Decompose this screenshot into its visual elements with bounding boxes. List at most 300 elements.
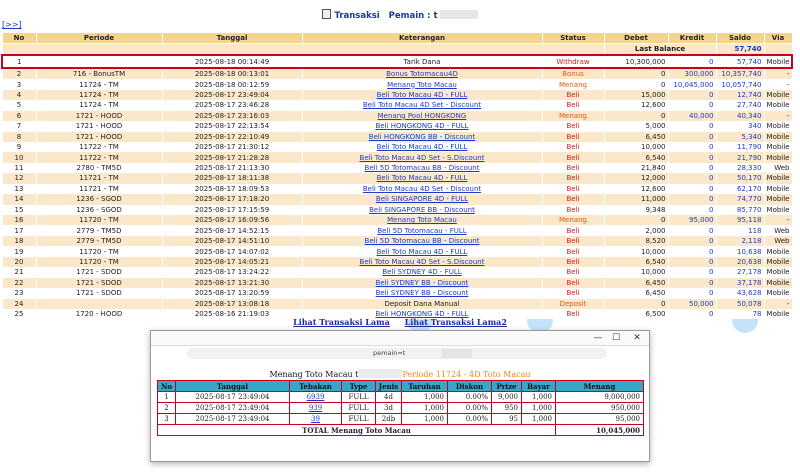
row-periode bbox=[36, 299, 162, 309]
row-saldo: 27,178 bbox=[716, 267, 764, 277]
row-keterangan[interactable]: Beli Toto Macau 4D - FULL bbox=[302, 142, 542, 152]
row-periode: 1721 - HOOD bbox=[36, 111, 162, 121]
row-saldo: 10,057,740 bbox=[716, 79, 764, 89]
table-row bbox=[2, 267, 792, 277]
detail-tanggal: 2025-08-17 23:49:04 bbox=[176, 403, 290, 414]
row-tanggal: 2025-08-17 14:52:15 bbox=[162, 225, 302, 235]
row-saldo: 11,790 bbox=[716, 142, 764, 152]
row-no: 7 bbox=[2, 121, 36, 131]
row-debet: 12,600 bbox=[604, 100, 668, 110]
row-kredit: 0 bbox=[668, 163, 716, 173]
column-header: Status bbox=[542, 33, 604, 44]
popup-titlebar bbox=[151, 331, 649, 346]
row-no: 20 bbox=[2, 257, 36, 267]
row-saldo: 340 bbox=[716, 121, 764, 131]
detail-type: FULL bbox=[342, 403, 376, 414]
row-via: Mobile bbox=[764, 309, 792, 319]
row-periode: 11724 - TM bbox=[36, 100, 162, 110]
row-no: 10 bbox=[2, 152, 36, 162]
table-row bbox=[2, 236, 792, 246]
column-header: Tanggal bbox=[162, 33, 302, 44]
row-debet: 12,600 bbox=[604, 184, 668, 194]
close-icon[interactable]: ✕ bbox=[633, 333, 641, 343]
status-badge: Menang bbox=[542, 79, 604, 89]
detail-tebakan[interactable]: 39 bbox=[290, 414, 342, 425]
detail-column-header: Prize bbox=[492, 381, 522, 392]
row-debet: 2,000 bbox=[604, 225, 668, 235]
row-periode: 1236 - SGOD bbox=[36, 205, 162, 215]
row-no: 23 bbox=[2, 288, 36, 298]
detail-menang: 9,000,000 bbox=[556, 392, 644, 403]
row-debet: 5,000 bbox=[604, 121, 668, 131]
row-keterangan[interactable]: Beli Toto Macau 4D Set - Discount bbox=[302, 184, 542, 194]
row-debet: 0 bbox=[604, 111, 668, 121]
row-via: Mobile bbox=[764, 205, 792, 215]
detail-no: 3 bbox=[158, 414, 176, 425]
nav-toggle-link[interactable]: [>>] bbox=[2, 20, 22, 29]
row-via: Mobile bbox=[764, 90, 792, 100]
row-saldo: 78 bbox=[716, 309, 764, 319]
row-no: 15 bbox=[2, 205, 36, 215]
row-keterangan[interactable]: Beli SYDNEY BB - Discount bbox=[302, 278, 542, 288]
table-row bbox=[2, 163, 792, 173]
detail-column-header: Tanggal bbox=[176, 381, 290, 392]
row-via: Mobile bbox=[764, 173, 792, 183]
detail-column-header: Jenis bbox=[376, 381, 402, 392]
row-kredit: 0 bbox=[668, 236, 716, 246]
detail-no: 2 bbox=[158, 403, 176, 414]
row-saldo: 2,118 bbox=[716, 236, 764, 246]
row-keterangan[interactable]: Menang Pool HONGKONG bbox=[302, 111, 542, 121]
row-kredit: 0 bbox=[668, 152, 716, 162]
top-bar bbox=[0, 0, 800, 32]
status-badge: Deposit bbox=[542, 299, 604, 309]
detail-total-row bbox=[158, 425, 644, 436]
row-debet: 0 bbox=[604, 68, 668, 79]
winning-detail-table bbox=[157, 380, 644, 436]
row-tanggal: 2025-08-18 00:14:49 bbox=[162, 55, 302, 67]
row-no: 24 bbox=[2, 299, 36, 309]
row-keterangan[interactable]: Beli Toto Macau 4D Set - Discount bbox=[302, 100, 542, 110]
row-periode: 11720 - TM bbox=[36, 246, 162, 256]
row-saldo: 5,340 bbox=[716, 132, 764, 142]
status-badge: Beli bbox=[542, 132, 604, 142]
detail-taruhan: 1,000 bbox=[402, 414, 448, 425]
row-via: Mobile bbox=[764, 152, 792, 162]
row-no: 8 bbox=[2, 132, 36, 142]
row-via: - bbox=[764, 299, 792, 309]
detail-tebakan[interactable]: 939 bbox=[290, 403, 342, 414]
minimize-icon[interactable]: — bbox=[593, 333, 603, 343]
row-via: Mobile bbox=[764, 194, 792, 204]
row-via: Mobile bbox=[764, 121, 792, 131]
row-saldo: 12,740 bbox=[716, 90, 764, 100]
status-badge: Beli bbox=[542, 257, 604, 267]
row-saldo: 20,638 bbox=[716, 257, 764, 267]
row-tanggal: 2025-08-17 14:05:21 bbox=[162, 257, 302, 267]
status-badge: Withdraw bbox=[542, 55, 604, 67]
detail-column-header: Tebakan bbox=[290, 381, 342, 392]
detail-row bbox=[158, 392, 644, 403]
row-debet: 9,348 bbox=[604, 205, 668, 215]
row-tanggal: 2025-08-17 18:11:38 bbox=[162, 173, 302, 183]
table-row bbox=[2, 68, 792, 79]
row-periode: 11722 - TM bbox=[36, 142, 162, 152]
detail-column-header: No bbox=[158, 381, 176, 392]
row-debet: 6,450 bbox=[604, 278, 668, 288]
detail-tebakan[interactable]: 6939 bbox=[290, 392, 342, 403]
detail-bayar: 1,000 bbox=[522, 414, 556, 425]
row-tanggal: 2025-08-17 13:08:18 bbox=[162, 299, 302, 309]
column-header: Keterangan bbox=[302, 33, 542, 44]
row-keterangan[interactable]: Beli 5D Totomacau - FULL bbox=[302, 225, 542, 235]
row-no: 18 bbox=[2, 236, 36, 246]
table-row bbox=[2, 299, 792, 309]
detail-diskon: 0.00% bbox=[448, 414, 492, 425]
row-debet: 10,000 bbox=[604, 142, 668, 152]
row-no: 19 bbox=[2, 246, 36, 256]
row-via: Mobile bbox=[764, 132, 792, 142]
row-tanggal: 2025-08-16 21:19:03 bbox=[162, 309, 302, 319]
table-row bbox=[2, 205, 792, 215]
status-badge: Beli bbox=[542, 100, 604, 110]
detail-column-header: Type bbox=[342, 381, 376, 392]
detail-taruhan: 1,000 bbox=[402, 392, 448, 403]
row-kredit: 0 bbox=[668, 90, 716, 100]
status-badge: Beli bbox=[542, 205, 604, 215]
row-debet: 11,000 bbox=[604, 194, 668, 204]
status-badge: Menang bbox=[542, 111, 604, 121]
row-kredit: 0 bbox=[668, 194, 716, 204]
status-badge: Beli bbox=[542, 309, 604, 319]
row-kredit: 50,000 bbox=[668, 299, 716, 309]
row-keterangan[interactable]: Beli SINGAPORE 4D - FULL bbox=[302, 194, 542, 204]
table-row bbox=[2, 184, 792, 194]
pagination-links bbox=[0, 317, 800, 327]
table-row bbox=[2, 278, 792, 288]
row-tanggal: 2025-08-17 23:49:04 bbox=[162, 90, 302, 100]
popup-url-text: pemain=t bbox=[373, 349, 406, 357]
row-keterangan[interactable]: Beli Toto Macau 4D Set - S.Discount bbox=[302, 257, 542, 267]
detail-no: 1 bbox=[158, 392, 176, 403]
row-keterangan[interactable]: Beli SYDNEY 4D - FULL bbox=[302, 267, 542, 277]
popup-heading-period: Periode 11724 - 4D Toto Macau bbox=[402, 370, 531, 379]
row-tanggal: 2025-08-17 22:13:54 bbox=[162, 121, 302, 131]
row-tanggal: 2025-08-17 14:51:10 bbox=[162, 236, 302, 246]
row-keterangan[interactable]: Beli HONGKONG 4D - FULL bbox=[302, 121, 542, 131]
row-periode bbox=[36, 55, 162, 67]
row-debet: 15,000 bbox=[604, 90, 668, 100]
row-tanggal: 2025-08-17 13:24:22 bbox=[162, 267, 302, 277]
row-keterangan[interactable]: Beli Toto Macau 4D - FULL bbox=[302, 173, 542, 183]
row-saldo: 50,078 bbox=[716, 299, 764, 309]
table-row bbox=[2, 225, 792, 235]
row-kredit: 0 bbox=[668, 142, 716, 152]
row-no: 11 bbox=[2, 163, 36, 173]
row-saldo: 57,740 bbox=[716, 55, 764, 67]
row-keterangan[interactable]: Beli SYDNEY BB - Discount bbox=[302, 288, 542, 298]
table-row bbox=[2, 215, 792, 225]
row-no: 5 bbox=[2, 100, 36, 110]
row-via: - bbox=[764, 79, 792, 89]
page-title bbox=[0, 9, 800, 21]
status-badge: Beli bbox=[542, 142, 604, 152]
detail-menang: 950,000 bbox=[556, 403, 644, 414]
row-keterangan[interactable]: Beli SINGAPORE BB - Discount bbox=[302, 205, 542, 215]
row-debet: 10,300,000 bbox=[604, 55, 668, 67]
detail-diskon: 0.00% bbox=[448, 403, 492, 414]
row-tanggal: 2025-08-17 21:13:30 bbox=[162, 163, 302, 173]
status-badge: Beli bbox=[542, 236, 604, 246]
row-kredit: 0 bbox=[668, 288, 716, 298]
detail-taruhan: 1,000 bbox=[402, 403, 448, 414]
row-kredit: 300,000 bbox=[668, 68, 716, 79]
row-keterangan[interactable]: Menang Toto Macau bbox=[302, 79, 542, 89]
row-keterangan[interactable]: Menang Toto Macau bbox=[302, 215, 542, 225]
table-row bbox=[2, 121, 792, 131]
table-row bbox=[2, 246, 792, 256]
column-header: Kredit bbox=[668, 33, 716, 44]
detail-column-header: Diskon bbox=[448, 381, 492, 392]
table-row bbox=[2, 79, 792, 89]
row-periode: 1236 - SGOD bbox=[36, 194, 162, 204]
status-badge: Beli bbox=[542, 173, 604, 183]
view-old-transactions-link[interactable]: Lihat Transaksi Lama bbox=[293, 317, 390, 327]
row-saldo: 28,330 bbox=[716, 163, 764, 173]
table-row bbox=[2, 100, 792, 110]
row-kredit: 0 bbox=[668, 132, 716, 142]
total-label: TOTAL Menang Toto Macau bbox=[158, 425, 556, 436]
row-via: Mobile bbox=[764, 184, 792, 194]
row-no: 13 bbox=[2, 184, 36, 194]
row-periode: 1721 - HOOD bbox=[36, 132, 162, 142]
row-via: Web bbox=[764, 163, 792, 173]
row-tanggal: 2025-08-17 22:10:49 bbox=[162, 132, 302, 142]
row-debet: 0 bbox=[604, 79, 668, 89]
row-kredit: 0 bbox=[668, 184, 716, 194]
table-row bbox=[2, 142, 792, 152]
row-keterangan[interactable]: Beli Toto Macau 4D - FULL bbox=[302, 246, 542, 256]
document-icon bbox=[322, 9, 331, 19]
row-kredit: 0 bbox=[668, 309, 716, 319]
row-no: 12 bbox=[2, 173, 36, 183]
row-no: 17 bbox=[2, 225, 36, 235]
status-badge: Bonus bbox=[542, 68, 604, 79]
total-value: 10,045,000 bbox=[556, 425, 644, 436]
row-debet: 6,450 bbox=[604, 132, 668, 142]
row-saldo: 10,357,740 bbox=[716, 68, 764, 79]
status-badge: Beli bbox=[542, 163, 604, 173]
row-saldo: 21,790 bbox=[716, 152, 764, 162]
detail-menang: 95,000 bbox=[556, 414, 644, 425]
detail-tanggal: 2025-08-17 23:49:04 bbox=[176, 414, 290, 425]
row-tanggal: 2025-08-17 14:07:02 bbox=[162, 246, 302, 256]
row-debet: 10,000 bbox=[604, 267, 668, 277]
row-saldo: 37,178 bbox=[716, 278, 764, 288]
maximize-icon[interactable]: ☐ bbox=[611, 333, 621, 343]
redacted-url-part bbox=[442, 349, 472, 358]
row-kredit: 40,000 bbox=[668, 111, 716, 121]
row-via: Mobile bbox=[764, 288, 792, 298]
popup-heading bbox=[151, 369, 649, 379]
status-badge: Beli bbox=[542, 194, 604, 204]
view-old-transactions-2-link[interactable]: Lihat Transaksi Lama2 bbox=[404, 317, 507, 327]
row-tanggal: 2025-08-17 18:09:53 bbox=[162, 184, 302, 194]
row-tanggal: 2025-08-17 23:46:28 bbox=[162, 100, 302, 110]
row-tanggal: 2025-08-17 16:09:56 bbox=[162, 215, 302, 225]
row-debet: 6,450 bbox=[604, 288, 668, 298]
row-periode: 11721 - TM bbox=[36, 173, 162, 183]
row-kredit: 0 bbox=[668, 100, 716, 110]
detail-row bbox=[158, 414, 644, 425]
row-periode: 1721 - SDOD bbox=[36, 267, 162, 277]
row-kredit: 95,000 bbox=[668, 215, 716, 225]
detail-jenis: 4d bbox=[376, 392, 402, 403]
row-saldo: 10,638 bbox=[716, 246, 764, 256]
table-row bbox=[2, 90, 792, 100]
row-no: 14 bbox=[2, 194, 36, 204]
row-periode: 11720 - TM bbox=[36, 215, 162, 225]
row-saldo: 40,340 bbox=[716, 111, 764, 121]
row-via: Mobile bbox=[764, 246, 792, 256]
status-badge: Menang bbox=[542, 215, 604, 225]
transaction-table bbox=[1, 32, 793, 319]
row-tanggal: 2025-08-17 21:28:28 bbox=[162, 152, 302, 162]
row-saldo: 85,770 bbox=[716, 205, 764, 215]
status-badge: Beli bbox=[542, 184, 604, 194]
detail-prize: 95 bbox=[492, 414, 522, 425]
table-row bbox=[2, 152, 792, 162]
popup-url-bar[interactable] bbox=[187, 348, 607, 359]
redacted-heading-name bbox=[358, 369, 402, 378]
detail-type: FULL bbox=[342, 414, 376, 425]
row-via: Mobile bbox=[764, 142, 792, 152]
detail-prize: 9,000 bbox=[492, 392, 522, 403]
row-debet: 6,540 bbox=[604, 152, 668, 162]
row-periode: 1721 - SDOD bbox=[36, 278, 162, 288]
row-via: Mobile bbox=[764, 100, 792, 110]
row-keterangan[interactable]: Beli Toto Macau 4D Set - S.Discount bbox=[302, 152, 542, 162]
last-balance-value: 57,740 bbox=[716, 44, 764, 56]
row-kredit: 0 bbox=[668, 173, 716, 183]
row-tanggal: 2025-08-17 23:16:03 bbox=[162, 111, 302, 121]
table-row bbox=[2, 194, 792, 204]
row-periode: 2779 - TM5D bbox=[36, 225, 162, 235]
row-debet: 6,540 bbox=[604, 257, 668, 267]
status-badge: Beli bbox=[542, 267, 604, 277]
column-header: Periode bbox=[36, 33, 162, 44]
row-tanggal: 2025-08-18 00:13:01 bbox=[162, 68, 302, 79]
row-no: 22 bbox=[2, 278, 36, 288]
row-saldo: 43,628 bbox=[716, 288, 764, 298]
row-keterangan[interactable]: Beli HONGKONG BB - Discount bbox=[302, 132, 542, 142]
row-keterangan[interactable]: Beli 5D Totomacau BB - Discount bbox=[302, 236, 542, 246]
column-header: No bbox=[2, 33, 36, 44]
last-balance-row bbox=[2, 44, 792, 56]
row-kredit: 0 bbox=[668, 225, 716, 235]
row-debet: 10,000 bbox=[604, 246, 668, 256]
detail-column-header: Menang bbox=[556, 381, 644, 392]
status-badge: Beli bbox=[542, 225, 604, 235]
title-label: Transaksi bbox=[334, 11, 380, 21]
row-debet: 0 bbox=[604, 215, 668, 225]
table-row bbox=[2, 55, 792, 67]
row-tanggal: 2025-08-17 21:30:12 bbox=[162, 142, 302, 152]
row-keterangan[interactable]: Beli 5D Totomacau BB - Discount bbox=[302, 163, 542, 173]
player-label: Pemain : t bbox=[388, 11, 438, 21]
status-badge: Beli bbox=[542, 288, 604, 298]
row-via: - bbox=[764, 111, 792, 121]
row-no: 2 bbox=[2, 68, 36, 79]
row-debet: 6,500 bbox=[604, 309, 668, 319]
row-no: 3 bbox=[2, 79, 36, 89]
row-via: Mobile bbox=[764, 55, 792, 67]
row-no: 21 bbox=[2, 267, 36, 277]
row-debet: 12,000 bbox=[604, 173, 668, 183]
row-kredit: 0 bbox=[668, 55, 716, 67]
detail-tanggal: 2025-08-17 23:49:04 bbox=[176, 392, 290, 403]
row-periode: 716 - BonusTM bbox=[36, 68, 162, 79]
column-header: Debet bbox=[604, 33, 668, 44]
table-row bbox=[2, 257, 792, 267]
row-keterangan[interactable]: Beli Toto Macau 4D - FULL bbox=[302, 90, 542, 100]
row-periode: 2780 - TM5D bbox=[36, 163, 162, 173]
row-no: 16 bbox=[2, 215, 36, 225]
row-no: 1 bbox=[2, 55, 36, 67]
row-keterangan[interactable]: Bonus Totomacau4D bbox=[302, 68, 542, 79]
detail-column-header: Bayar bbox=[522, 381, 556, 392]
row-via: Web bbox=[764, 236, 792, 246]
row-tanggal: 2025-08-17 17:18:20 bbox=[162, 194, 302, 204]
redacted-player-name bbox=[440, 10, 478, 19]
detail-jenis: 2db bbox=[376, 414, 402, 425]
row-keterangan[interactable]: Beli HONGKONG 4D - FULL bbox=[302, 309, 542, 319]
row-via: - bbox=[764, 215, 792, 225]
row-debet: 21,840 bbox=[604, 163, 668, 173]
row-kredit: 0 bbox=[668, 278, 716, 288]
row-no: 6 bbox=[2, 111, 36, 121]
row-via: Mobile bbox=[764, 278, 792, 288]
row-periode: 1721 - HOOD bbox=[36, 121, 162, 131]
row-saldo: 27,740 bbox=[716, 100, 764, 110]
row-kredit: 0 bbox=[668, 246, 716, 256]
status-badge: Beli bbox=[542, 278, 604, 288]
row-periode: 11724 - TM bbox=[36, 90, 162, 100]
row-kredit: 0 bbox=[668, 205, 716, 215]
table-row bbox=[2, 173, 792, 183]
row-via: - bbox=[764, 68, 792, 79]
row-debet: 8,520 bbox=[604, 236, 668, 246]
row-periode: 11720 - TM bbox=[36, 257, 162, 267]
row-no: 25 bbox=[2, 309, 36, 319]
detail-bayar: 1,000 bbox=[522, 403, 556, 414]
status-badge: Beli bbox=[542, 152, 604, 162]
row-via: Mobile bbox=[764, 257, 792, 267]
row-keterangan: Tarik Dana bbox=[302, 55, 542, 67]
row-saldo: 118 bbox=[716, 225, 764, 235]
status-badge: Beli bbox=[542, 90, 604, 100]
detail-diskon: 0.00% bbox=[448, 392, 492, 403]
row-keterangan: Deposit Dana Manual bbox=[302, 299, 542, 309]
row-periode: 11724 - TM bbox=[36, 79, 162, 89]
row-periode: 11722 - TM bbox=[36, 152, 162, 162]
detail-jenis: 3d bbox=[376, 403, 402, 414]
row-periode: 11721 - TM bbox=[36, 184, 162, 194]
row-saldo: 50,170 bbox=[716, 173, 764, 183]
row-kredit: 10,045,000 bbox=[668, 79, 716, 89]
row-no: 9 bbox=[2, 142, 36, 152]
detail-bayar: 1,000 bbox=[522, 392, 556, 403]
